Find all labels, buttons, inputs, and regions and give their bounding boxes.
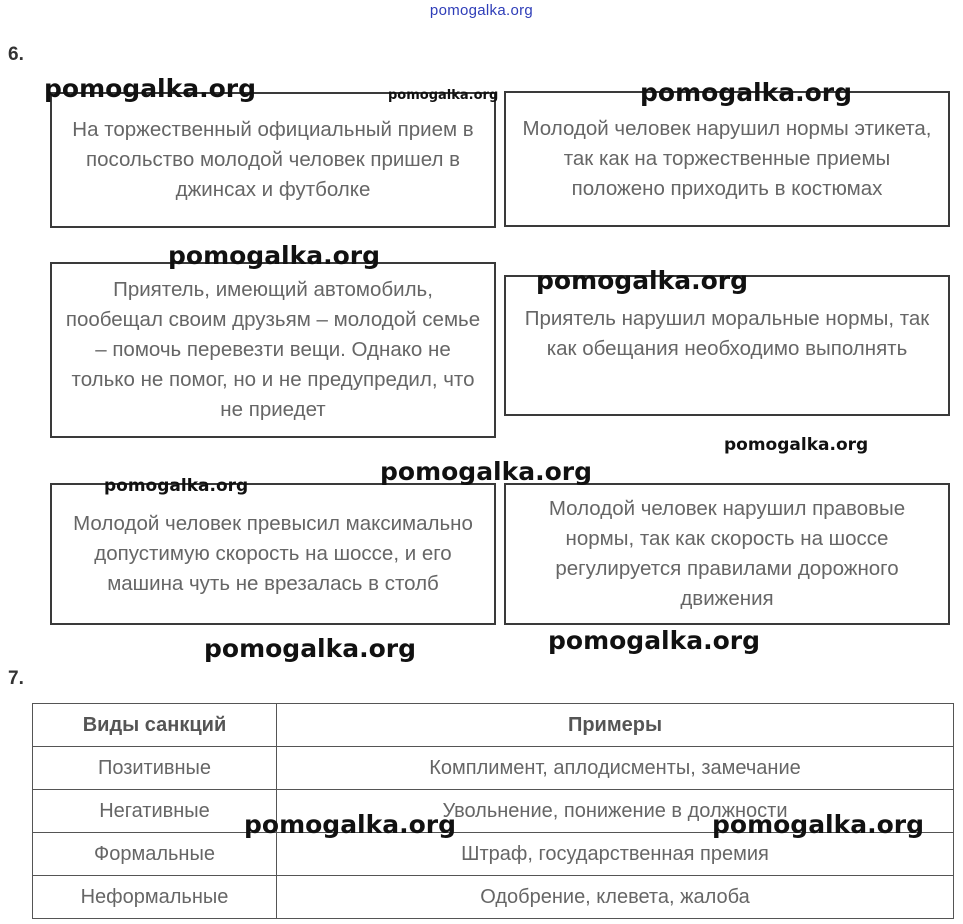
- watermark-text: pomogalka.org: [712, 810, 925, 839]
- example-cell: Штраф, государственная премия: [277, 833, 954, 876]
- header-examples: Примеры: [277, 704, 954, 747]
- explanation-box-3: [504, 483, 950, 625]
- watermark-text: pomogalka.org: [724, 435, 869, 455]
- task-7-number: 7.: [8, 668, 24, 689]
- example-cell: Комплимент, аплодисменты, замечание: [277, 747, 954, 790]
- explanation-box-1: [504, 91, 950, 227]
- explanation-box-2: [504, 275, 950, 416]
- watermark-text: pomogalka.org: [548, 626, 761, 655]
- watermark-text: pomogalka.org: [168, 241, 381, 270]
- table-row: [33, 747, 954, 790]
- sanction-type-cell: Негативные: [33, 790, 277, 833]
- situation-box-1: [50, 92, 496, 228]
- top-watermark: pomogalka.org: [429, 2, 534, 19]
- watermark-text: pomogalka.org: [388, 88, 499, 103]
- explanation-text-2: Приятель нарушил моральные нормы, так как обещания необходимо выполнять: [524, 306, 930, 360]
- watermark-text: pomogalka.org: [640, 78, 853, 107]
- situation-text-1: На торжественный официальный прием в посольство молодой человек пришел в джинсах и футболке: [72, 118, 474, 201]
- watermark-text: pomogalka.org: [44, 74, 257, 103]
- explanation-text-1: Молодой человек нарушил нормы этикета, так как на торжественные приемы положено приходить в костюмах: [522, 117, 932, 200]
- header-sanction-types: Виды санкций: [33, 704, 277, 747]
- sanction-type-cell: Формальные: [33, 833, 277, 876]
- explanation-text-3: Молодой человек нарушил правовые нормы, так как скорость на шоссе регулируется правилами дорожного движения: [548, 497, 906, 610]
- example-cell: Увольнение, понижение в должности: [277, 790, 954, 833]
- watermark-text: pomogalka.org: [536, 266, 749, 295]
- table-header-row: [33, 704, 954, 747]
- sanction-type-cell: Позитивные: [33, 747, 277, 790]
- watermark-text: pomogalka.org: [104, 476, 249, 496]
- situation-text-2: Приятель, имеющий автомобиль, пообещал своим друзьям – молодой семье – помочь перевезти вещи. Однако не только не помог, но и не предупредил, что не приедет: [65, 278, 481, 421]
- watermark-text: pomogalka.org: [380, 457, 593, 486]
- table-row: [33, 876, 954, 919]
- sanction-type-cell: Неформальные: [33, 876, 277, 919]
- watermark-text: pomogalka.org: [204, 634, 417, 663]
- example-cell: Одобрение, клевета, жалоба: [277, 876, 954, 919]
- situation-text-3: Молодой человек превысил максимально допустимую скорость на шоссе, и его машина чуть не врезалась в столб: [73, 512, 473, 595]
- situation-box-2: [50, 262, 496, 438]
- task-6-number: 6.: [8, 44, 24, 65]
- watermark-text: pomogalka.org: [244, 810, 457, 839]
- situation-box-3: [50, 483, 496, 625]
